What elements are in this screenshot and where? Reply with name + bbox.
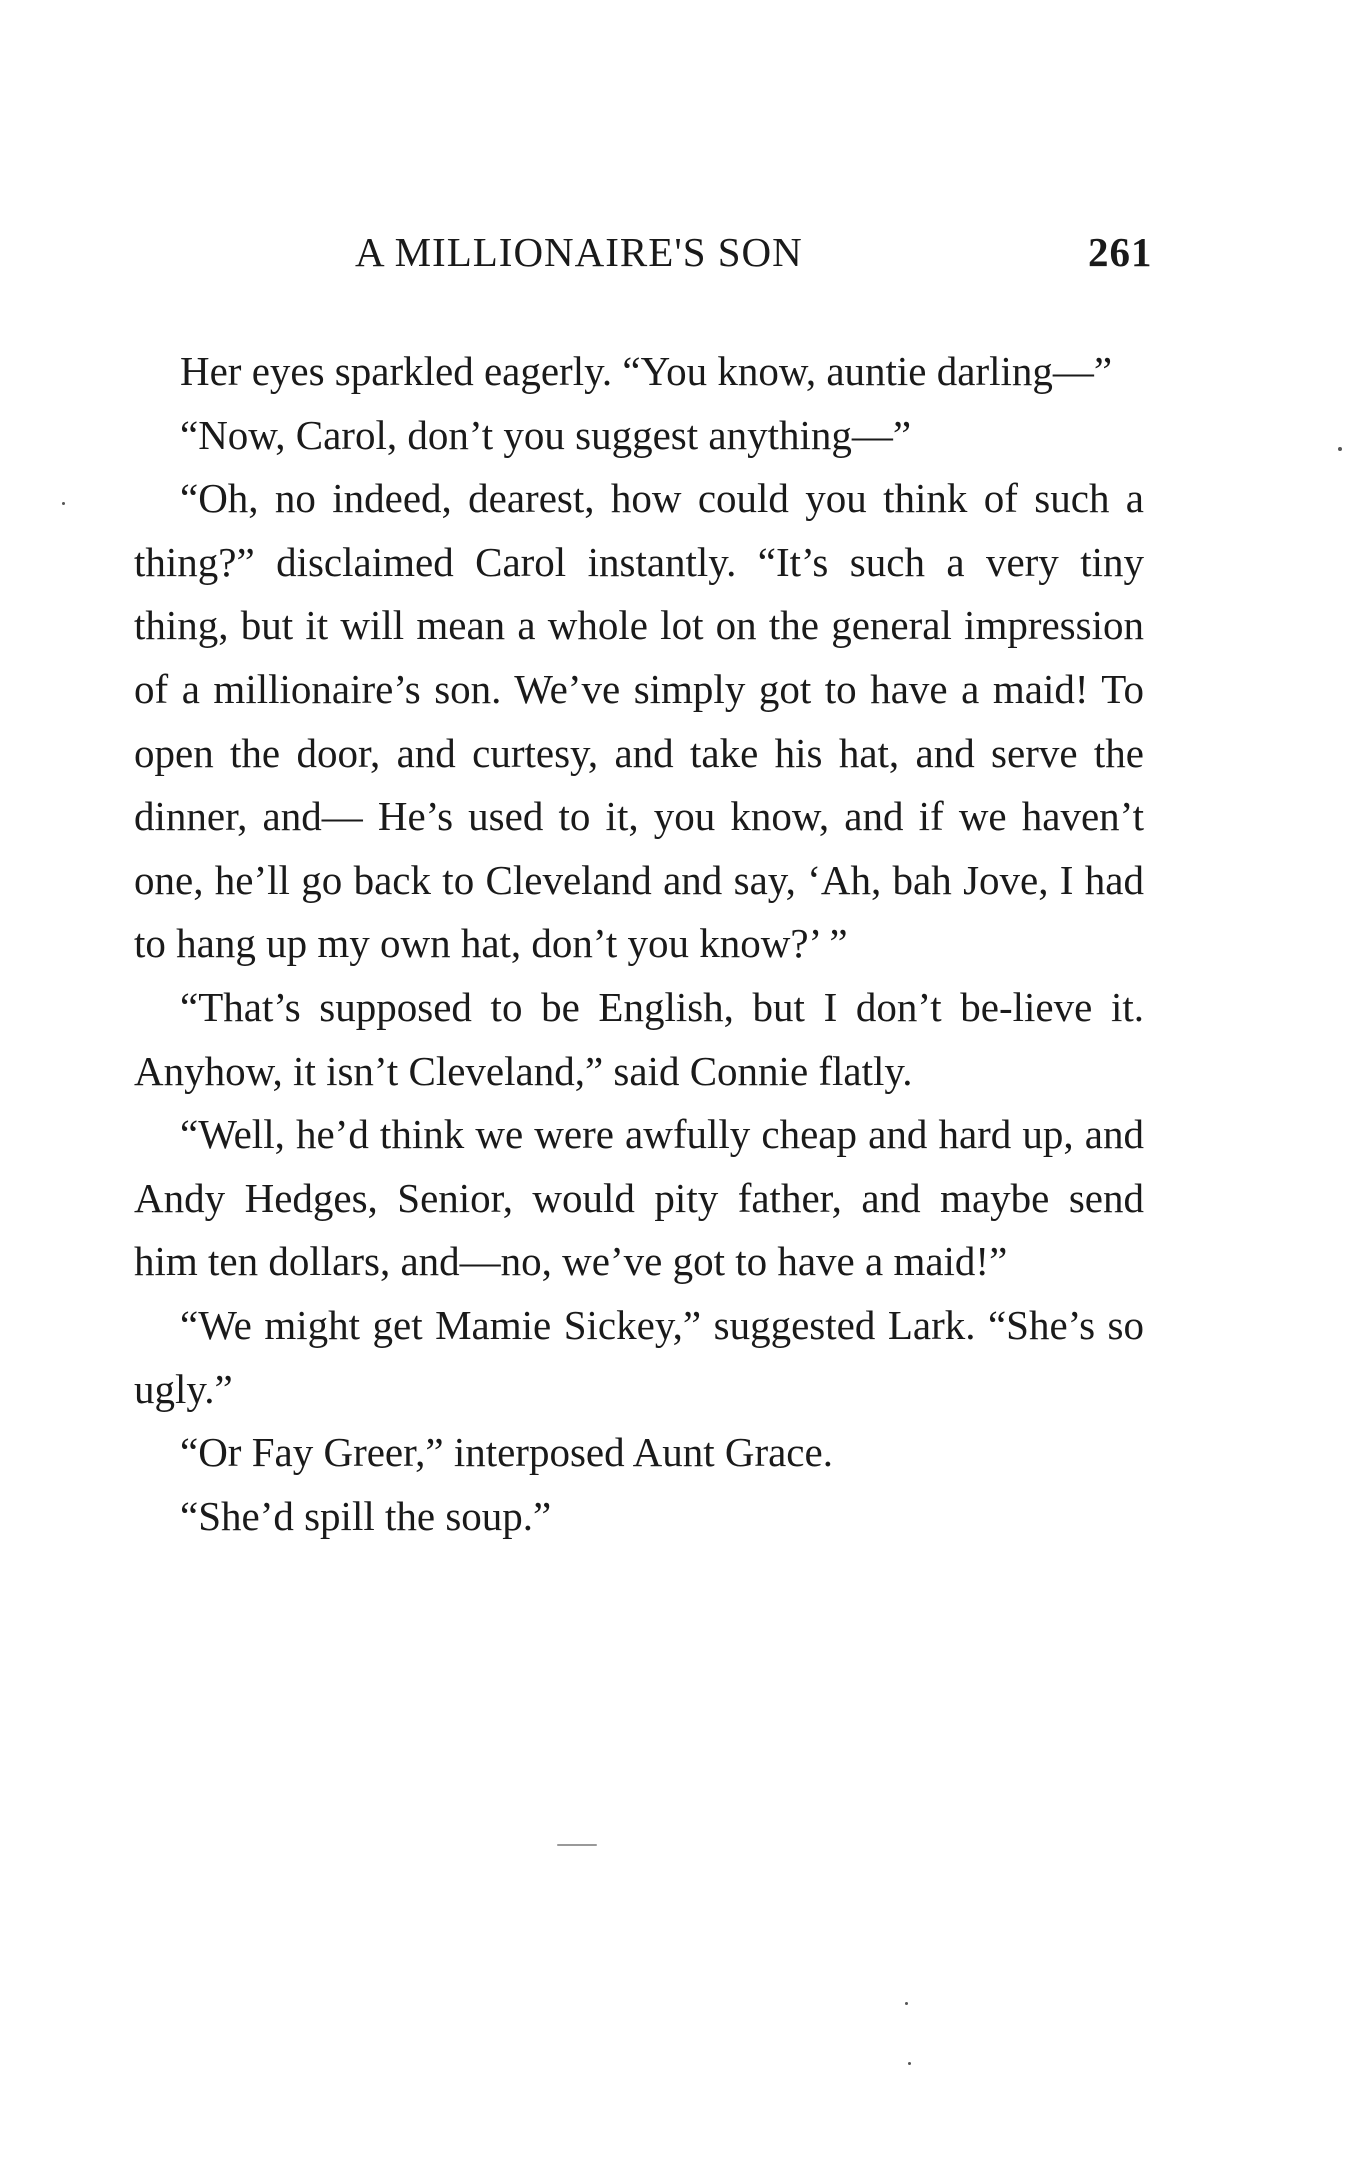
running-head — [0, 228, 1351, 288]
paper-speck — [62, 502, 65, 505]
body-text — [134, 340, 1144, 1548]
paragraph: Her eyes sparkled eagerly. “You know, auntie darling—” — [180, 348, 1113, 394]
paragraph: “Oh, no indeed, dearest, how could you think of such a thing?” disclaimed Carol instantly. “It’s such a very tiny thing, but it will mean a whole lot on the general impression of a millionaire’s son. We’ve simply got to have a maid! To open the door, and curtesy, and take his hat, and serve the dinner, and— He’s used to it, you know, and if we haven’t one, he’ll go back to Cleveland and say, ‘Ah, bah Jove, I had to hang up my own hat, don’t you know?’ ” — [134, 475, 1144, 967]
paragraph: “She’d spill the soup.” — [180, 1492, 552, 1539]
page-number: 261 — [1088, 229, 1153, 275]
paragraph: “We might get Mamie Sickey,” suggested Lark. “She’s so ugly.” — [134, 1301, 1144, 1412]
paper-speck — [1338, 447, 1342, 451]
paper-speck — [557, 1844, 597, 1846]
paragraph: “That’s supposed to be English, but I don’t be-lieve it. Anyhow, it isn’t Cleveland,” said Connie flatly. — [134, 983, 1144, 1094]
paragraph: “Well, he’d think we were awfully cheap and hard up, and Andy Hedges, Senior, would pity father, and maybe send him ten dollars, and—no, we’ve got to have a maid!” — [134, 1111, 1144, 1285]
paper-speck — [905, 2002, 908, 2005]
paragraph: “Or Fay Greer,” interposed Aunt Grace. — [180, 1429, 833, 1476]
running-title: A MILLIONAIRE'S SON — [355, 229, 803, 275]
paragraph: “Now, Carol, don’t you suggest anything—” — [180, 411, 912, 458]
paper-speck — [908, 2062, 911, 2065]
